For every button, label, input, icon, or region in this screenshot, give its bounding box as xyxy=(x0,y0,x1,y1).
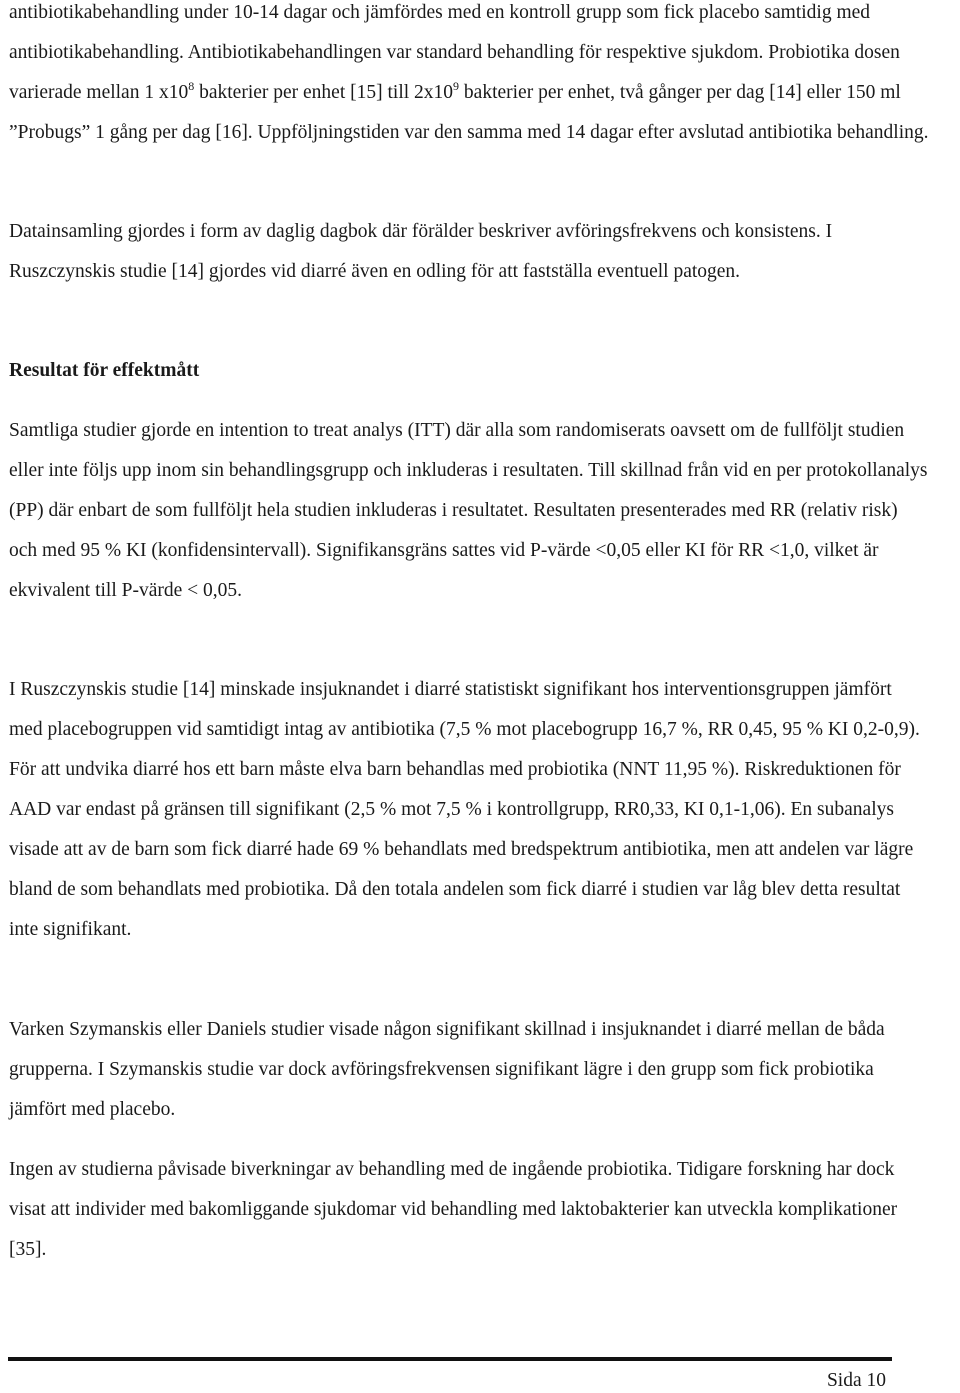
paragraph-data-collection: Datainsamling gjordes i form av daglig dagbok där förälder beskriver avföringsfrekvens och konsistens. I Ruszczynskis studie [14] gjordes vid diarré även en odling för att fastställa eventuell patogen. xyxy=(9,221,833,282)
paragraph-text: antibiotikabehandling under 10-14 dagar och jämfördes med en kontroll grupp som fick placebo samtidig med antibiotikabehandling. Antibiotikabehandlingen var standard behandling för respektive sjukdom. Probiotika dosen varierade mellan 1 x10 xyxy=(9,2,900,103)
paragraph-study-intervention xyxy=(9,0,929,153)
superscript: 9 xyxy=(453,79,460,93)
paragraph-side-effects: Ingen av studierna påvisade biverkningar av behandling med de ingående probiotika. Tidigare forskning har dock visat att individer med bakomliggande sjukdomar vid behandling med laktobakterier kan utveckla komplikationer [35]. xyxy=(9,1159,898,1260)
paragraph-text: bakterier per enhet, två gånger per dag [14] eller 150 ml ”Probugs” 1 gång per dag [16]. Uppföljningstiden var den samma med 14 dagar efter avslutad antibiotika behandling. xyxy=(9,82,929,143)
footer-divider xyxy=(8,1357,892,1361)
section-heading: Resultat för effektmått xyxy=(9,360,200,381)
paragraph-text: bakterier per enhet [15] till 2x10 xyxy=(194,82,454,103)
paragraph-ruszczynski-results: I Ruszczynskis studie [14] minskade insjuknandet i diarré statistiskt signifikant hos interventionsgruppen jämfört med placebogruppen vid samtidigt intag av antibiotika (7,5 % mot placebogrupp 16,7 %, RR 0,45, 95 % KI 0,2-0,9). För att undvika diarré hos ett barn måste elva barn behandlas med probiotika (NNT 11,95 %). Riskreduktionen för AAD var endast på gränsen till signifikant (2,5 % mot 7,5 % i kontrollgrupp, RR0,33, KI 0,1-1,06). En subanalys visade att av de barn som fick diarré hade 69 % behandlats med bredspektrum antibiotika, men att andelen var lägre bland de som behandlats med probiotika. Då den totala andelen som fick diarré i studien var låg blev detta resultat inte signifikant. xyxy=(9,679,920,940)
superscript: 8 xyxy=(188,79,195,93)
paragraph-itt-analysis: Samtliga studier gjorde en intention to treat analys (ITT) där alla som randomiserats oavsett om de fullföljt studien eller inte följs upp inom sin behandlingsgrupp och inkluderas i resultaten. Till skillnad från vid en per protokollanalys (PP) där enbart de som fullföljt hela studien inkluderas i resultatet. Resultaten presenterades med RR (relativ risk) och med 95 % KI (konfidensintervall). Signifikansgräns sattes vid P-värde <0,05 eller KI för RR <1,0, vilket är ekvivalent till P-värde < 0,05. xyxy=(9,420,928,601)
page-number: Sida 10 xyxy=(826,1370,886,1391)
paragraph-szymanski-daniels: Varken Szymanskis eller Daniels studier visade någon signifikant skillnad i insjuknandet i diarré mellan de båda grupperna. I Szymanskis studie var dock avföringsfrekvensen signifikant lägre i den grupp som fick probiotika jämfört med placebo. xyxy=(9,1019,885,1120)
